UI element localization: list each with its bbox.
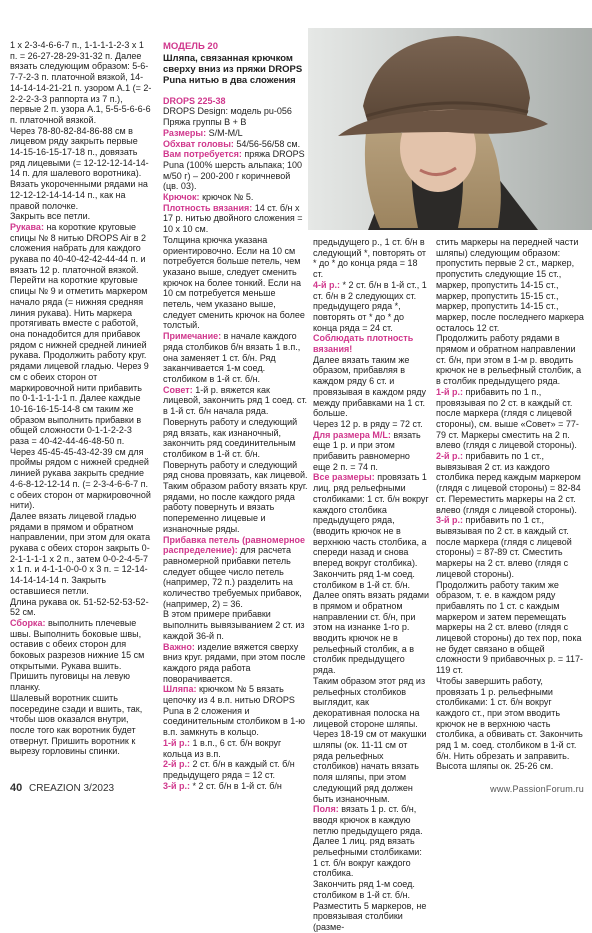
paragraph-heading: Важно: [163, 641, 195, 652]
hat-photo [308, 28, 592, 230]
paragraph-text: DROPS Design: модель pu-056 [163, 106, 292, 117]
paragraph-heading: Для размера M/L: [313, 429, 391, 440]
paragraph-text: Длина рукава ок. 51-52-52-53-52-52 см. [10, 596, 149, 618]
paragraph [163, 684, 308, 738]
paragraph-heading: Поля: [313, 804, 339, 815]
paragraph-text: Таким образом работу вязать круг. рядами, но после каждого ряда работу повернуть и вязать попеременно лицевые и изнаночные ряды. [163, 481, 308, 534]
paragraph-text: * 2 ст. б/н в 1-й ст., 1 ст. б/н в 2 следующих ст. предыдущего ряда *, повторять от * до * до конца ряда = 24 ст. [313, 279, 427, 333]
paragraph [163, 535, 308, 610]
paragraph [313, 590, 429, 676]
paragraph [313, 430, 429, 473]
paragraph [10, 222, 152, 276]
design-code: DROPS 225-38 [163, 95, 226, 106]
paragraph [163, 609, 308, 641]
paragraph-text: предыдущего р., 1 ст. б/н в следующий *, повторять от * до * до конца ряда = 18 ст. [313, 237, 427, 280]
paragraph-text: 1 в.п., 6 ст. б/н вокруг кольца из в.п. [163, 737, 282, 759]
paragraph [313, 569, 429, 590]
paragraph-text: Продолжить работу рядами в прямом и обратном направлении ст. б/н, при этом в 1-м р. вводить крючок не в рельефный столбик, а в столбик предыдущего ряда. [436, 333, 582, 387]
paragraph-text: Закончить ряд 1-м соед. столбиком в 1-й ст. б/н. [313, 568, 415, 590]
paragraph [313, 901, 429, 933]
paragraph-text: Разместить 5 маркеров, не провязывая столбики (разме- [313, 900, 427, 932]
paragraph [163, 460, 308, 481]
paragraph [163, 128, 308, 139]
paragraph-text: прибавить по 1 ст., вывязывая по 2 ст. в каждый ст. после маркера (глядя с лицевой стороны) = 87-89 ст. Сместить маркеры на 2 ст. влево (глядя с лицевой стороны). [436, 515, 572, 579]
paragraph [163, 106, 308, 117]
paragraph-text: Закончить ряд 1-м соед. столбиком в 1-й ст. б/н. [313, 879, 415, 900]
paragraph-text: Далее 1 лиц. ряд вязать рельефными столбиками: 1 ст. б/н вокруг каждого столбика. [313, 836, 422, 879]
paragraph-text: Закрыть все петли. [10, 211, 91, 222]
paragraph-heading: 2-й р.: [163, 759, 191, 770]
paragraph-heading: Вам потребуется: [163, 149, 242, 160]
model-title: Шляпа, связанная крючком сверху вниз из пряжи DROPS Puna нитью в два сложения [163, 52, 303, 86]
paragraph-heading: 1-й р.: [436, 386, 464, 397]
paragraph [313, 355, 429, 419]
paragraph [313, 676, 429, 730]
paragraph-heading: 3-й р.: [163, 780, 191, 791]
paragraph-text: 2 ст. б/н в каждый ст. б/н предыдущего ряда = 12 ст. [163, 759, 295, 780]
paragraph-text: Вязать укороченными рядами на 12-12-12-14-14-14 п., как на правой полочке. [10, 179, 148, 211]
paragraph-heading: 4-й р.: [313, 279, 341, 290]
paragraph-heading: Крючок: [163, 192, 200, 203]
paragraph-heading: 2-й р.: [436, 451, 464, 462]
paragraph-heading: Обхват головы: [163, 138, 234, 149]
paragraph-text: Через 45-45-45-43-42-39 см для проймы рядом с нижней средней линией рукава закрыть средние 4-6-8-12-12-14 п. (= 2-3-4-6-6-7 п. с обеих сторон от маркировочной нити). [10, 446, 151, 511]
page-footer [10, 782, 114, 794]
paragraph [10, 671, 152, 692]
paragraph [313, 804, 429, 836]
paragraph [163, 139, 308, 150]
paragraph-text: 54/56-56/58 см. [233, 138, 301, 149]
paragraph [163, 203, 308, 235]
paragraph-heading: Прибавка петель (равномерное распределение): [163, 534, 306, 556]
paragraph-text: пряжа DROPS Puna (100% шерсть альпака; 100 м/50 г) – 200-200 г коричневой (цв. 03). [163, 149, 305, 192]
paragraph-text: В этом примере прибавки выполнить вывязыванием 2 ст. из каждой 36-й п. [163, 609, 305, 641]
paragraph-text: прибавить по 1 ст., вывязывая 2 ст. из каждого столбика перед каждым маркером (глядя с лицевой стороны) = 82-84 ст. Переместить маркеры на 2 ст. влево (глядя с лицевой стороны). [436, 451, 581, 515]
paragraph-text: Пришить пуговицы на левую планку. [10, 671, 131, 693]
paragraph-heading: Размеры: [163, 127, 207, 138]
paragraph-text: Продолжить работу таким же образом, т. е. в каждом ряду прибавлять по 1 ст. с каждым маркером и затем перемещать маркеры на 2 ст. влево (глядя с лицевой стороны) до тех пор, пока не будет связано в общей сложности 9 прибавочных р. = 117-119 ст. [436, 579, 583, 676]
paragraph [163, 781, 308, 792]
paragraph [313, 472, 429, 568]
paragraph-text: Таким образом этот ряд из рельефных столбиков выглядит, как декоративная полоска на лицевой стороне шляпы. [313, 675, 426, 729]
paragraph [10, 40, 152, 126]
paragraph [313, 729, 429, 804]
paragraph [163, 117, 308, 128]
paragraph-text: крючок № 5. [199, 192, 254, 203]
paragraph [436, 580, 584, 676]
paragraph-text: * 2 ст. б/н в 1-й ст. б/н [190, 780, 282, 791]
paragraph [10, 126, 152, 180]
paragraph [436, 761, 584, 772]
paragraph-heading: Примечание: [163, 331, 222, 342]
paragraph-text: Повернуть работу и следующий ряд снова провязать, как лицевой. [163, 459, 308, 481]
paragraph-text: 1 x 2-3-4-6-6-7 п., 1-1-1-1-2-3 x 1 п. = 26-27-28-29-31-32 п. Далее вязать следующим образом: 5-6-7-7-2-3 п. платочной вязкой, 14-14-14-14-21-21 п. узором А.1 (= 2-2-2-2-3-3 раппорта из 7 п.), первые 2 п. узора А.1, 5-5-5-6-6-6 п. платочной вязкой. [10, 40, 152, 125]
paragraph [163, 738, 308, 759]
paragraph [436, 515, 584, 579]
paragraph-heading: Сборка: [10, 617, 46, 628]
paragraph-text: Шалевый воротник сшить посередине сзади и вшить, так, чтобы шов оказался внутри, после того как воротник будет отвернут. Пришить воротник к вырезу горловины спинки. [10, 692, 143, 757]
paragraph [163, 192, 308, 203]
paragraph [313, 333, 429, 354]
paragraph [313, 879, 429, 900]
text-column-1 [10, 40, 152, 757]
paragraph-text: Через 78-80-82-84-86-88 см в лицевом ряду закрыть первые 14-15-16-15-17-18 п., довязать ряд лицевыми (= 12-12-12-14-14-14 п. для шалевого воротника). [10, 125, 149, 179]
magazine-issue: CREAZION 3/2023 [29, 783, 115, 794]
paragraph-heading: Все размеры: [313, 472, 375, 483]
paragraph-text: Через 12 р. в ряду = 72 ст. [313, 418, 423, 429]
paragraph [436, 676, 584, 762]
paragraph [10, 447, 152, 511]
paragraph-text: на короткие круговые спицы № 8 нитью DROPS Air в 2 сложения набрать для каждого рукава по 40-40-42-42-44-44 п. и вязать 12 р. платочной вязкой. [10, 221, 147, 275]
paragraph-text: изделие вяжется сверху вниз круг. рядами, при этом после каждого ряда работа поворачивается. [163, 641, 306, 684]
text-column-2 [163, 41, 308, 791]
paragraph [10, 618, 152, 672]
paragraph-heading: Рукава: [10, 221, 44, 232]
paragraph-text: 1-й р. вяжется как лицевой, закончить ряд 1 соед. ст. в 1-й ст. б/н начала ряда. Повернуть работу и следующий ряд вязать, как изнаночный, закончить ряд соединительным столбиком в 1-й ст. б/н. [163, 384, 308, 459]
paragraph-text: в начале каждого ряда столбиков б/н вязать 1 в.п., она заменяет 1 ст. б/н. Ряд заканчивается 1-м соед. столбиком в 1-й ст. б/н. [163, 331, 301, 384]
paragraph [436, 451, 584, 515]
paragraph-text: Далее вязать лицевой гладью рядами в прямом и обратном направлении, при этом для оката рукава с обеих сторон закрыть 0-2-1-1-1-1 x 2 п., затем 0-0-2-4-5-7 x 1 п. и 4-1-1-0-0-0 x 3 п. = 12-14-14-14-14-14 п. Закрыть оставшиеся петли. [10, 510, 151, 596]
paragraph-heading: Плотность вязания: [163, 202, 253, 213]
paragraph [10, 179, 152, 211]
paragraph [436, 333, 584, 387]
paragraph [10, 597, 152, 618]
paragraph [163, 149, 308, 192]
model-number: МОДЕЛЬ 20 [163, 41, 218, 52]
paragraph [163, 642, 308, 685]
paragraph-heading: Соблюдать плотность вязания! [313, 333, 414, 355]
paragraph [436, 237, 584, 333]
paragraph [163, 759, 308, 780]
paragraph [163, 331, 308, 385]
paragraph [313, 280, 429, 334]
paragraph-text: Пряжа группы В + В [163, 117, 247, 128]
paragraph-text: вязать 1 р. ст. б/н, вводя крючок в каждую петлю предыдущего ряда. [313, 804, 423, 836]
watermark: www.PassionForum.ru [490, 784, 584, 794]
paragraph-text: Чтобы завершить работу, провязать 1 р. рельефными столбиками: 1 ст. б/н вокруг каждого ст., при этом вводить крючок не в верхнюю часть столбика, а обвивать ст. Закончить ряд 1 м. соед. столбиком в 1-й ст. б/н. Нить обрезать и заправить. [436, 675, 583, 761]
paragraph-heading: 3-й р.: [436, 515, 464, 526]
paragraph-text: стить маркеры на передней части шляпы) следующим образом: пропустить первые 2 ст., маркер, пропустить следующие 15 ст., маркер, пропустить 14-15 ст., маркер, пропустить 15-15 ст., маркер, пропустить 14-15 ст., маркер, после последнего маркера осталось 12 ст. [436, 237, 584, 333]
paragraph-text: вязать еще 1 р. и при этом прибавить равномерно еще 2 п. = 74 п. [313, 429, 421, 472]
paragraph-text: 14 ст. б/н x 17 р. нитью двойного сложения = 10 x 10 см. [163, 202, 303, 235]
paragraph-text: Толщина крючка указана ориентировочно. Если на 10 см потребуется больше петель, чем указано выше, следует сменить крючок на более тонкий. Если на 10 см потребуется меньше петель, чем указано выше, следует сменить крючок на более толстый. [163, 234, 305, 331]
text-column-4 [436, 237, 584, 772]
paragraph [313, 836, 429, 879]
paragraph-text: выполнить плечевые швы. Выполнить боковые швы, оставив с обеих сторон для боковых разрезов нижние 15 см открытыми. Рукава вшить. [10, 617, 145, 671]
paragraph-text: Далее опять вязать рядами в прямом и обратном направлении ст. б/н, при этом на изнанке 1-го р. вводить крючок не в рельефный столбик, а в столбик предыдущего ряда. [313, 590, 429, 676]
woman-in-hat-image [308, 28, 592, 230]
paragraph-text: провязать 1 лиц. ряд рельефными столбиками: 1 ст. б/н вокруг каждого столбика предыдущего ряда, (вводить крючок не в верхнюю часть столбика, а спереди назад и снова вперед вокруг столбика). [313, 472, 429, 569]
paragraph-text: для расчета равномерной прибавки петель следует общее число петель (например, 72 п.) разделить на количество требуемых прибавок, (например, 2) = 36. [163, 545, 302, 609]
paragraph [10, 511, 152, 597]
paragraph [163, 481, 308, 535]
paragraph [313, 237, 429, 280]
paragraph-heading: Совет: [163, 384, 193, 395]
paragraph [10, 275, 152, 446]
paragraph [163, 235, 308, 331]
paragraph [313, 419, 429, 430]
paragraph-text: прибавить по 1 п., провязывая по 2 ст. в каждый ст. после маркера (глядя с лицевой стороны), см. выше «Совет» = 77-79 ст. Маркеры сместить на 2 п. влево (глядя с лицевой стороны). [436, 386, 579, 451]
paragraph-heading: Шляпа: [163, 684, 197, 695]
text-column-3 [313, 237, 429, 932]
paragraph [436, 387, 584, 451]
paragraph [163, 385, 308, 460]
paragraph-text: Далее вязать таким же образом, прибавляя в каждом ряду 6 ст. и провязывая в каждом ряду между прибавками на 1 ст. больше. [313, 354, 427, 419]
paragraph-text: Перейти на короткие круговые спицы № 9 и отметить маркером начало ряда (= нижняя средняя линия рукава). Нить маркера протягивать вместе с работой, она понадобится для прибавок рядом с нижней средней линией рукава. Продолжить работу круг. рядами лицевой гладью. Через 9 см с обеих сторон от маркировочной нити прибавить по 0-1-1-1-1-1 п. Далее каждые 10-16-16-15-14-8 см таким же образом выполнить прибавки в общей сложности 0-1-1-2-2-3 раза = 40-42-44-46-48-50 п. [10, 275, 149, 447]
paragraph-heading: 1-й р.: [163, 737, 191, 748]
paragraph-text: Через 18-19 см от макушки шляпы (ок. 11-11 см от ряда рельефных столбиков) начать вязать поля шляпы, при этом следующий ряд должен быть изнаночным. [313, 729, 427, 804]
paragraph [10, 693, 152, 757]
page-number: 40 [10, 782, 23, 794]
paragraph-text: S/M-M/L [206, 127, 243, 138]
paragraph-text: крючком № 5 вязать цепочку из 4 в.п. нитью DROPS Puna в 2 сложения и соединительным столбиком в 1-ю в.п. замкнуть в кольцо. [163, 684, 306, 738]
paragraph-text: Высота шляпы ок. 25-26 см. [436, 761, 554, 772]
paragraph [10, 211, 152, 222]
